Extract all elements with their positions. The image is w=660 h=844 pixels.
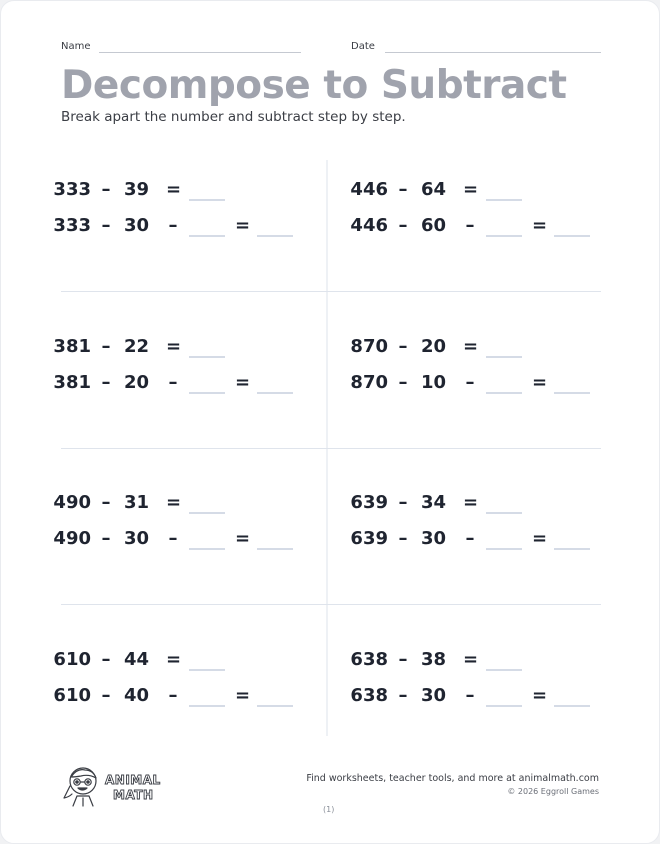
minus-sign: –	[398, 685, 408, 706]
equals-sign: =	[463, 179, 479, 200]
ones-blank[interactable]	[189, 392, 225, 394]
result-blank[interactable]	[257, 705, 293, 707]
minus-sign: –	[101, 372, 111, 393]
result-blank[interactable]	[554, 705, 590, 707]
minus-sign: –	[398, 336, 408, 357]
minuend: 381	[53, 372, 91, 393]
equals-sign: =	[166, 649, 182, 670]
tens-part: 30	[420, 528, 446, 549]
minuend: 333	[53, 215, 91, 236]
minuend: 446	[350, 215, 388, 236]
minus-sign: –	[465, 215, 475, 236]
equals-sign: =	[463, 336, 479, 357]
logo-word-animal: ANIMAL	[105, 773, 161, 787]
minuend: 870	[350, 372, 388, 393]
minus-sign: –	[168, 528, 178, 549]
minuend: 610	[53, 649, 91, 670]
equals-sign: =	[235, 215, 251, 236]
equals-sign: =	[532, 685, 548, 706]
minus-sign: –	[101, 179, 111, 200]
minus-sign: –	[101, 649, 111, 670]
subtrahend: 31	[123, 492, 149, 513]
minus-sign: –	[168, 215, 178, 236]
problem-5	[53, 492, 318, 572]
ones-blank[interactable]	[189, 705, 225, 707]
tens-part: 40	[123, 685, 149, 706]
equals-sign: =	[166, 492, 182, 513]
answer-blank[interactable]	[189, 356, 225, 358]
subtrahend: 64	[420, 179, 446, 200]
problem-7	[53, 649, 318, 729]
answer-blank[interactable]	[189, 199, 225, 201]
problem-8	[350, 649, 615, 729]
equals-sign: =	[235, 685, 251, 706]
tens-part: 30	[420, 685, 446, 706]
footer-copyright: © 2026 Eggroll Games	[507, 787, 599, 796]
minus-sign: –	[465, 528, 475, 549]
tens-part: 60	[420, 215, 446, 236]
answer-blank[interactable]	[189, 512, 225, 514]
equals-sign: =	[463, 649, 479, 670]
ones-blank[interactable]	[486, 235, 522, 237]
equals-sign: =	[166, 336, 182, 357]
name-field-line[interactable]	[99, 52, 301, 53]
page-number: (1)	[323, 805, 335, 814]
ones-blank[interactable]	[486, 705, 522, 707]
footer-tagline: Find worksheets, teacher tools, and more at animalmath.com	[306, 773, 599, 784]
subtrahend: 39	[123, 179, 149, 200]
minus-sign: –	[101, 685, 111, 706]
minuend: 446	[350, 179, 388, 200]
kid-mascot-icon	[63, 764, 173, 808]
equals-sign: =	[532, 372, 548, 393]
result-blank[interactable]	[257, 392, 293, 394]
logo-word-math: MATH	[113, 788, 154, 802]
equals-sign: =	[532, 528, 548, 549]
answer-blank[interactable]	[486, 199, 522, 201]
problem-4	[350, 336, 615, 416]
result-blank[interactable]	[257, 548, 293, 550]
page-title: Decompose to Subtract	[61, 63, 567, 108]
ones-blank[interactable]	[486, 392, 522, 394]
result-blank[interactable]	[554, 235, 590, 237]
minus-sign: –	[398, 492, 408, 513]
name-label: Name	[61, 41, 91, 52]
problem-3	[53, 336, 318, 416]
result-blank[interactable]	[554, 392, 590, 394]
answer-blank[interactable]	[486, 669, 522, 671]
equals-sign: =	[463, 492, 479, 513]
ones-blank[interactable]	[486, 548, 522, 550]
minus-sign: –	[465, 685, 475, 706]
minuend: 490	[53, 492, 91, 513]
date-label: Date	[351, 41, 375, 52]
row-divider-1	[61, 291, 601, 292]
row-divider-2	[61, 448, 601, 449]
minuend: 639	[350, 492, 388, 513]
equals-sign: =	[532, 215, 548, 236]
minuend: 381	[53, 336, 91, 357]
equals-sign: =	[235, 528, 251, 549]
animal-math-logo	[63, 764, 173, 808]
ones-blank[interactable]	[189, 548, 225, 550]
minus-sign: –	[101, 528, 111, 549]
subtrahend: 22	[123, 336, 149, 357]
page-subtitle: Break apart the number and subtract step by step.	[61, 109, 406, 125]
equals-sign: =	[235, 372, 251, 393]
tens-part: 20	[123, 372, 149, 393]
minus-sign: –	[465, 372, 475, 393]
subtrahend: 44	[123, 649, 149, 670]
date-field-line[interactable]	[385, 52, 601, 53]
answer-blank[interactable]	[486, 356, 522, 358]
result-blank[interactable]	[554, 548, 590, 550]
tens-part: 10	[420, 372, 446, 393]
answer-blank[interactable]	[486, 512, 522, 514]
answer-blank[interactable]	[189, 669, 225, 671]
equals-sign: =	[166, 179, 182, 200]
minus-sign: –	[398, 649, 408, 670]
minus-sign: –	[101, 215, 111, 236]
minus-sign: –	[101, 492, 111, 513]
tens-part: 30	[123, 215, 149, 236]
ones-blank[interactable]	[189, 235, 225, 237]
minuend: 610	[53, 685, 91, 706]
minus-sign: –	[398, 372, 408, 393]
subtrahend: 34	[420, 492, 446, 513]
result-blank[interactable]	[257, 235, 293, 237]
minuend: 638	[350, 649, 388, 670]
minus-sign: –	[398, 215, 408, 236]
subtrahend: 20	[420, 336, 446, 357]
problem-6	[350, 492, 615, 572]
minuend: 333	[53, 179, 91, 200]
minuend: 638	[350, 685, 388, 706]
minus-sign: –	[398, 179, 408, 200]
minuend: 870	[350, 336, 388, 357]
row-divider-3	[61, 604, 601, 605]
minuend: 490	[53, 528, 91, 549]
minus-sign: –	[168, 372, 178, 393]
problem-2	[350, 179, 615, 259]
tens-part: 30	[123, 528, 149, 549]
minus-sign: –	[168, 685, 178, 706]
minus-sign: –	[398, 528, 408, 549]
minuend: 639	[350, 528, 388, 549]
problem-1	[53, 179, 318, 259]
minus-sign: –	[101, 336, 111, 357]
subtrahend: 38	[420, 649, 446, 670]
